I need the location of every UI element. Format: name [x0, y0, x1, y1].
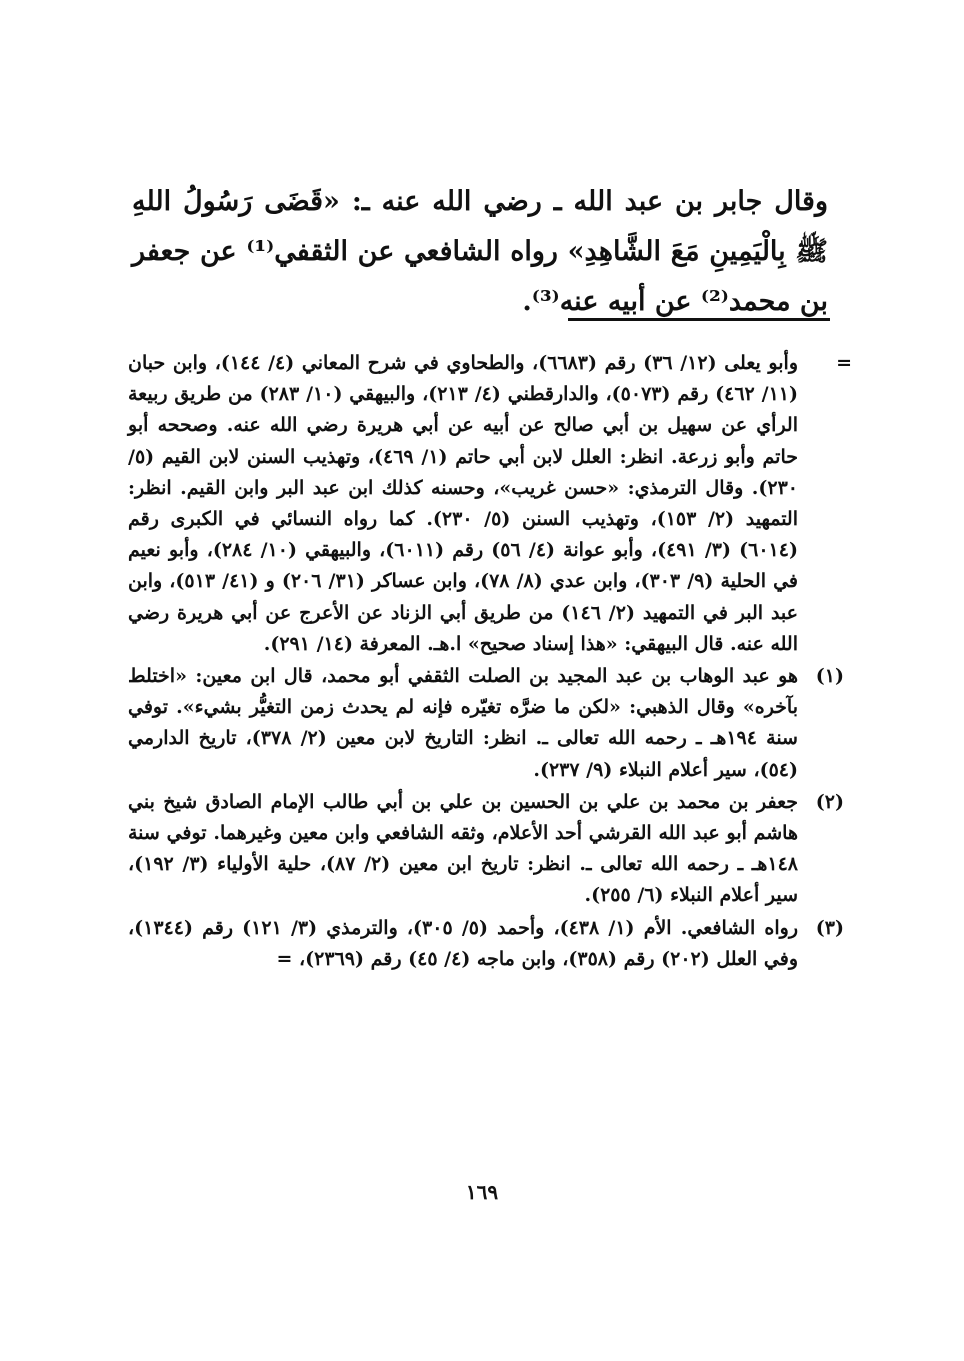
footnote-text: وأبو يعلى (١٢/ ٣٦) رقم (٦٦٨٣)، والطحاوي في شرح المعاني (٤/ ١٤٤)، وابن حبان (١١/ ٤٦٢) رقم (٥٠٧٣)، والدارقطني (٤/ ٢١٣)، والبيهقي (١٠/ ٢٨٣) من طريق ربيعة الرأي عن سهيل بن أبي صالح عن أبيه عن أبي هريرة رضي الله عنه. وصححه أبو حاتم وأبو زرعة. انظر: العلل لابن أبي حاتم (١/ ٤٦٩)، وتهذيب السنن لابن القيم (٥/ ٢٣٠). وقال الترمذي: «حسن غريب»، وحسنه كذلك ابن عبد البر وابن القيم. انظر: التمهيد (٢/ ١٥٣)، وتهذيب السنن (٥/ ٢٣٠). كما رواه النسائي في الكبرى رقم (٦٠١٤) (٣/ ٤٩١)، وأبو عوانة (٤/ ٥٦) رقم (٦٠١١)، والبيهقي (١٠/ ٢٨٤)، وأبو نعيم في الحلية (٩/ ٣٠٣)، وابن عدي (٨/ ٧٨)، وابن عساكر (٣١/ ٢٠٦) و (٤١/ ٥١٣)، وابن عبد البر في التمهيد (٢/ ١٤٦) من طريق أبي الزناد عن الأعرج عن أبي هريرة رضي الله عنه. قال البيهقي: «هذا إسناد صحيح» ا.هـ. المعرفة (١٤/ ٢٩١). [128, 352, 799, 655]
footnote-marker: = [836, 352, 852, 374]
footnotes [128, 348, 852, 976]
footnote-marker: (٢) [815, 790, 844, 813]
footnote-marker: (١) [815, 665, 844, 688]
footnote-text: هو عبد الوهاب بن عبد المجيد بن الصلت الثقفي أبو محمد، قال ابن معين: «اختلط بآخره» وقال الذهبي: «لكن ما ضرَّه تغيّره فإنه لم يحدث زمن التغيُّر بشيء». توفي سنة ١٩٤هـ ـ رحمه الله تعالى ـ. انظر: التاريخ لابن معين (٢/ ٣٧٨)، تاريخ الدارمي (٥٤)، سير أعلام النبلاء (٩/ ٢٣٧). [128, 665, 798, 781]
footnote-3 [128, 913, 844, 975]
footnote-text: جعفر بن محمد بن علي بن الحسين بن علي بن أبي طالب الإمام الصادق شيخ بني هاشم أبو عبد الله القرشي أحد الأعلام، وثقه الشافعي وابن معين وغيرهما. توفي سنة ١٤٨هـ ـ رحمه الله تعالى ـ. انظر: تاريخ ابن معين (٢/ ٨٧)، حلية الأولياء (٣/ ١٩٢)، سير أعلام النبلاء (٦/ ٢٥٥). [128, 790, 798, 907]
footnote-marker: (٣) [815, 916, 844, 939]
footnote-continuation [128, 348, 852, 660]
footnote-text: رواه الشافعي. الأم (١/ ٤٣٨)، وأحمد (٥/ ٣٠٥)، والترمذي (٣/ ١٢١) رقم (١٣٤٤)، وفي العلل (٢٠٢) رقم (٣٥٨)، وابن ماجه (٤/ ٤٥) رقم (٢٣٦٩)، = [128, 916, 798, 970]
footnote-2 [128, 787, 844, 912]
page-number: ١٦٩ [465, 1180, 499, 1204]
footnote-separator [568, 318, 830, 321]
footnote-1 [128, 661, 844, 786]
main-paragraph: وقال جابر بن عبد الله ـ رضي الله عنه ـ: «قَضَى رَسُولُ اللهِ ﷺ بِالْيَمِينِ مَعَ الشَّاهِدِ» رواه الشافعي عن الثقفي⁽¹⁾ عن جعفر بن محمد⁽²⁾ عن أبيه عنه⁽³⁾. [132, 186, 829, 317]
